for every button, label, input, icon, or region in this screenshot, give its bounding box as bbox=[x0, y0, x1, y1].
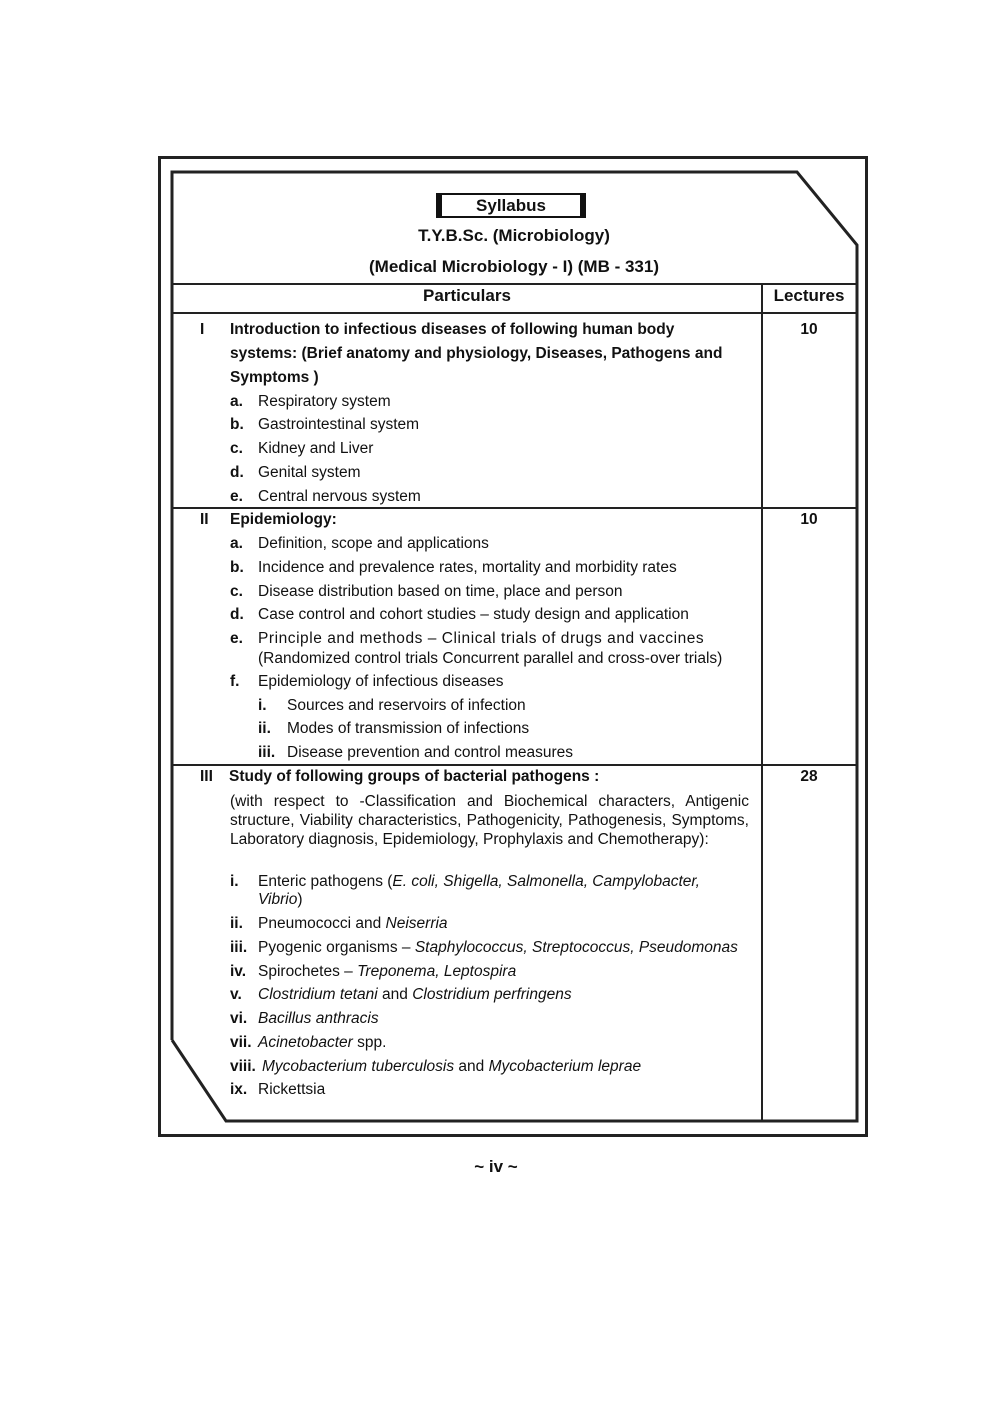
list-item-continuation: (Randomized control trials Concurrent parallel and cross-over trials) bbox=[258, 650, 723, 667]
unit-title-line: Symptoms ) bbox=[230, 369, 319, 386]
sub-item: ii. Modes of transmission of infections bbox=[258, 720, 530, 737]
particulars-header: Particulars bbox=[423, 286, 511, 305]
unit-lectures: 28 bbox=[800, 768, 818, 785]
sub-item: iii. Disease prevention and control measures bbox=[258, 744, 574, 761]
list-item: d. Genital system bbox=[230, 464, 361, 481]
paper-title: (Medical Microbiology - I) (MB - 331) bbox=[369, 257, 659, 276]
list-item: c. Kidney and Liver bbox=[230, 440, 374, 457]
unit-number: II bbox=[200, 511, 209, 528]
unit-title: Study of following groups of bacterial pathogens : bbox=[229, 768, 600, 785]
unit-title-line: Introduction to infectious diseases of following human body bbox=[230, 321, 675, 338]
unit-number: III bbox=[200, 768, 213, 785]
list-item: e. Central nervous system bbox=[230, 488, 421, 505]
list-item: viii. Mycobacterium tuberculosis and Mycobacterium leprae bbox=[230, 1058, 642, 1075]
list-item: ix. Rickettsia bbox=[230, 1081, 326, 1098]
list-item: v. Clostridium tetani and Clostridium perfringens bbox=[230, 986, 572, 1003]
list-item: a. Definition, scope and applications bbox=[230, 535, 489, 552]
syllabus-label: Syllabus bbox=[436, 193, 586, 218]
list-item: iii. Pyogenic organisms – Staphylococcus, Streptococcus, Pseudomonas bbox=[230, 939, 738, 956]
list-item: a. Respiratory system bbox=[230, 393, 391, 410]
page-number: ~ iv ~ bbox=[474, 1157, 518, 1176]
unit-lectures: 10 bbox=[800, 511, 818, 528]
list-item: e. Principle and methods – Clinical trials of drugs and vaccines bbox=[230, 630, 705, 647]
list-item: i. Enteric pathogens (E. coli, Shigella, Salmonella, Campylobacter, Vibrio) bbox=[230, 873, 700, 908]
list-item: ii. Pneumococci and Neiserria bbox=[230, 915, 448, 932]
course-title: T.Y.B.Sc. (Microbiology) bbox=[418, 226, 610, 245]
lectures-header: Lectures bbox=[773, 286, 845, 305]
unit-title-line: systems: (Brief anatomy and physiology, Diseases, Pathogens and bbox=[230, 345, 723, 362]
unit-description: (with respect to -Classification and Biochemical characters, Antigenic structure, Viability characteristics, Pathogenicity, Pathogenesis, Symptoms, Laboratory diagnosis, Epidemiology, Prophylaxis and Chemotherapy): bbox=[230, 793, 749, 848]
list-item: f. Epidemiology of infectious diseases bbox=[230, 673, 504, 690]
unit-title: Epidemiology: bbox=[230, 511, 337, 528]
list-item: vi. Bacillus anthracis bbox=[230, 1010, 379, 1027]
sub-item: i. Sources and reservoirs of infection bbox=[258, 697, 526, 714]
list-item: iv. Spirochetes – Treponema, Leptospira bbox=[230, 963, 517, 980]
unit-lectures: 10 bbox=[800, 321, 818, 338]
list-item: c. Disease distribution based on time, place and person bbox=[230, 583, 623, 600]
list-item: vii. Acinetobacter spp. bbox=[230, 1034, 387, 1051]
list-item: b. Incidence and prevalence rates, mortality and morbidity rates bbox=[230, 559, 677, 576]
list-item: d. Case control and cohort studies – study design and application bbox=[230, 606, 689, 623]
list-item: b. Gastrointestinal system bbox=[230, 416, 420, 433]
unit-number: I bbox=[200, 321, 205, 338]
